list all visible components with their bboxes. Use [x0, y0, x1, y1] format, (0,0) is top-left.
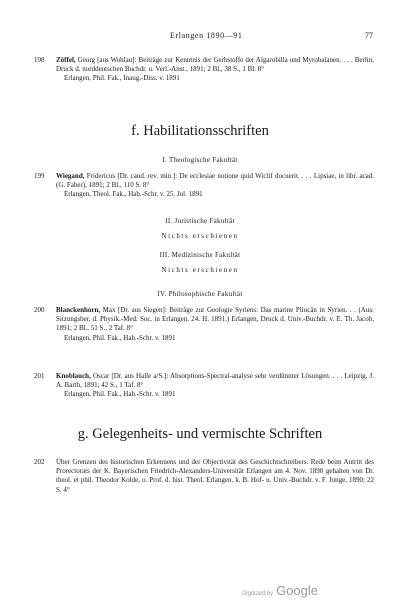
entry-citation: Georg [aus Wohlau]: Beiträge zur Kenntnis der Gerbstoffe der Algarobilla und Myrobalanen. . . . Berlin, Druck d. norddeutschen Buchdr. u. Verl.-Anst., 1891; 2 Bl., 38 S., 1 Bl. 8° [56, 56, 374, 74]
section-title-habilitation: f. Habilitationsschriften [131, 123, 269, 139]
entry-detail: Erlangen, Theol. Fak., Hab.-Schr. v. 25. Jul. 1891 [64, 190, 203, 199]
faculty-heading-medicine: III. Medizinische Fakultät [159, 251, 241, 259]
entry-citation: Oscar [Dr. aus Halle a/S.]: Absorptions-Spectral-analyse sehr verdünnter Lösungen. . . . Leipzig, J. A. Barth, 1891; 42 S., 1 Taf. 8° [56, 372, 375, 390]
entry-citation: Fridericus [Dr. cand. rev. min.]: De ecclesiae notione quid Wiclif docuerit. . . . Lipsiae, in libr. acad. (G. Faber), 1891; 2 Bl., 110 S. 8° [56, 172, 375, 190]
entry-author: Wiegand, [56, 172, 85, 180]
running-header-title: Erlangen 1890—91 [170, 31, 243, 40]
faculty-heading-law: II. Juristische Fakultät [165, 217, 235, 225]
entry-number: 201 [34, 372, 45, 380]
entry-number: 202 [34, 458, 45, 466]
entry-text [56, 56, 374, 74]
faculty-heading-philosophy: IV. Philosophische Fakultät [157, 290, 243, 298]
running-header [0, 31, 400, 43]
google-watermark [242, 582, 318, 599]
faculty-heading-theology: I. Theologische Fakultät [162, 156, 238, 164]
no-publications-note: Nichts erschienen [161, 232, 239, 240]
entry-text [56, 306, 374, 334]
entry-text [56, 372, 374, 390]
entry-detail: Erlangen, Phil. Fak., Hab.-Schr. v. 1891 [64, 333, 176, 342]
entry-text: Über Grenzen des historischen Erkennens und der Objectivität des Geschichtschreibers. Rede beim Antritt des Prorectorats der K. Bayerischen Friedrich-Alexanders-Universität Erlangen am 4. Nov. 1890 gehalten von Dr. theol. et phil. Theodor Kolde, o. Prof. d. hist. Theol. Erlangen, k. B. Hof- u. Univ.-Buchdr. v. F. Junge, 1890; 22 S. 4° [56, 458, 374, 494]
entry-number: 199 [34, 172, 45, 180]
section-title-occasional: g. Gelegenheits- und vermischte Schriften [77, 426, 323, 442]
entry-number: 198 [34, 56, 45, 64]
page-number: 77 [365, 31, 373, 40]
entry-citation: Max [Dr. aus Siegen]: Beiträge zur Geologie Syriens: Das marine Pliocän in Syrien. . . (Aus: Sitzungsber. d. Physik.-Med. Soc. in Erlangen. 24. H. 1891.) Erlangen, Druck d. Univ.-Buchdr. v. E. Th. Jacob, 1891; 2 Bl., 51 S., 2 Taf. 8° [56, 306, 374, 333]
entry-author: Knoblauch, [56, 372, 91, 380]
entry-number: 200 [34, 306, 45, 314]
bibliography-entry [34, 56, 374, 84]
bibliography-entry [34, 372, 374, 400]
bibliography-entry [34, 458, 374, 495]
bibliography-entry [34, 306, 374, 343]
entry-author: Zöffel, [56, 56, 76, 64]
google-logo-text: Google [276, 582, 318, 598]
no-publications-note: Nichts erschienen [161, 266, 239, 274]
entry-detail: Erlangen, Phil. Fak., Hab.-Schr. v. 1891 [64, 390, 176, 399]
entry-text [56, 172, 374, 190]
watermark-digitized: Digitized by [242, 590, 274, 597]
entry-author: Blanckenhorn, [56, 306, 101, 314]
bibliography-entry [34, 172, 374, 200]
entry-detail: Erlangen, Phil. Fak., Inaug.-Diss. v. 1891 [64, 74, 180, 83]
